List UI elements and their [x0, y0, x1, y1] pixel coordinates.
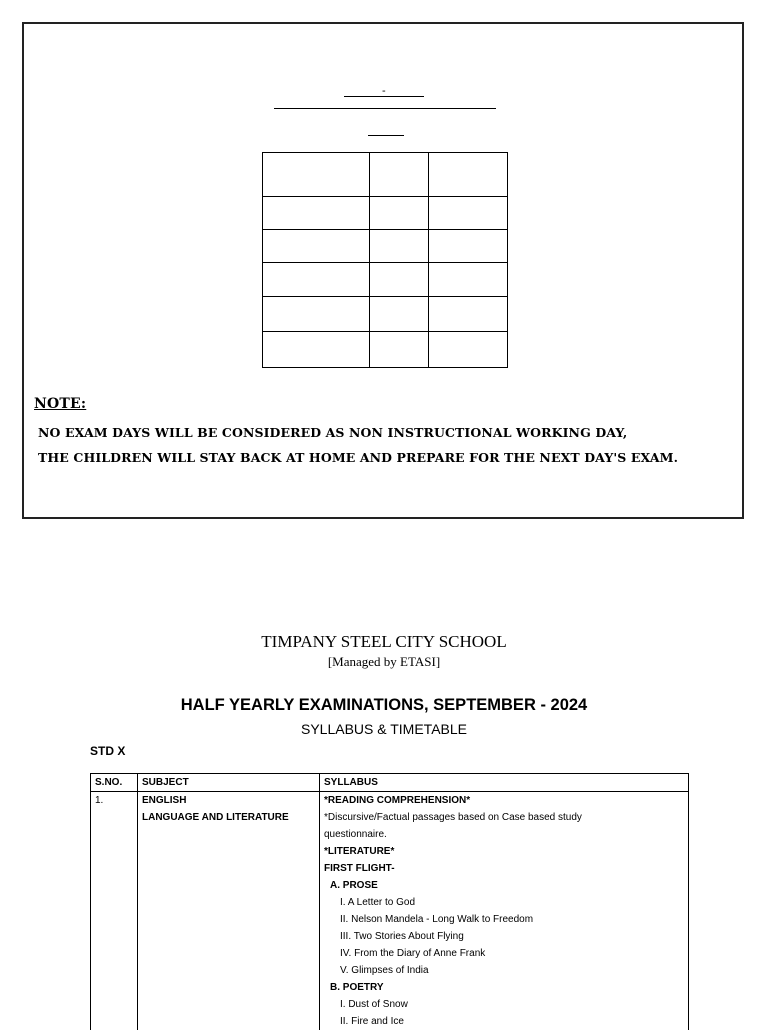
syllabus-line: questionnaire. — [324, 826, 684, 843]
exam-subtitle: SYLLABUS & TIMETABLE — [0, 721, 768, 737]
syllabus-line: A. PROSE — [324, 877, 684, 894]
header-sno: S.NO. — [91, 774, 138, 792]
sno-value: 1. — [95, 792, 133, 809]
syllabus-line: II. Nelson Mandela - Long Walk to Freedom — [324, 911, 684, 928]
note-line-2: THE CHILDREN WILL STAY BACK AT HOME AND PREPARE FOR THE NEXT DAY'S EXAM. — [38, 450, 678, 465]
short-underline-bottom — [368, 135, 404, 136]
note-label: NOTE: — [34, 396, 86, 412]
syllabus-line: V. Glimpses of India — [324, 962, 684, 979]
table-row — [263, 197, 508, 230]
syllabus-line: III. Two Stories About Flying — [324, 928, 684, 945]
syllabus-line: IV. From the Diary of Anne Frank — [324, 945, 684, 962]
table-header-row — [91, 774, 689, 792]
table-row — [263, 332, 508, 368]
subject-line: ENGLISH — [142, 792, 315, 809]
std-label: STD X — [90, 744, 125, 758]
managed-by: [Managed by ETASI] — [0, 654, 768, 670]
cell-sno — [91, 792, 138, 1030]
syllabus-line: I. Dust of Snow — [324, 996, 684, 1013]
syllabus-line: I. A Letter to God — [324, 894, 684, 911]
table-row — [263, 297, 508, 332]
table-row — [263, 153, 508, 197]
table-row — [91, 792, 689, 1030]
syllabus-line: *LITERATURE* — [324, 843, 684, 860]
cell-syllabus — [320, 792, 689, 1030]
header-syllabus: SYLLABUS — [320, 774, 689, 792]
table-row — [263, 263, 508, 297]
syllabus-line: B. POETRY — [324, 979, 684, 996]
table-row — [263, 230, 508, 263]
school-name: TIMPANY STEEL CITY SCHOOL — [0, 632, 768, 652]
syllabus-line: *READING COMPREHENSION* — [324, 792, 684, 809]
syllabus-table — [90, 773, 689, 1030]
syllabus-line: II. Fire and Ice — [324, 1013, 684, 1030]
subject-line: LANGUAGE AND LITERATURE — [142, 809, 315, 826]
title-underline — [274, 108, 496, 109]
exam-title: HALF YEARLY EXAMINATIONS, SEPTEMBER - 2024 — [0, 696, 768, 715]
blank-timetable — [262, 152, 508, 368]
header-subject: SUBJECT — [138, 774, 320, 792]
note-line-1: NO EXAM DAYS WILL BE CONSIDERED AS NON INSTRUCTIONAL WORKING DAY, — [38, 425, 627, 440]
dash-mark: - — [382, 86, 386, 97]
cell-subject — [138, 792, 320, 1030]
syllabus-line: FIRST FLIGHT- — [324, 860, 684, 877]
cover-page — [22, 22, 744, 519]
syllabus-line: *Discursive/Factual passages based on Case based study — [324, 809, 684, 826]
